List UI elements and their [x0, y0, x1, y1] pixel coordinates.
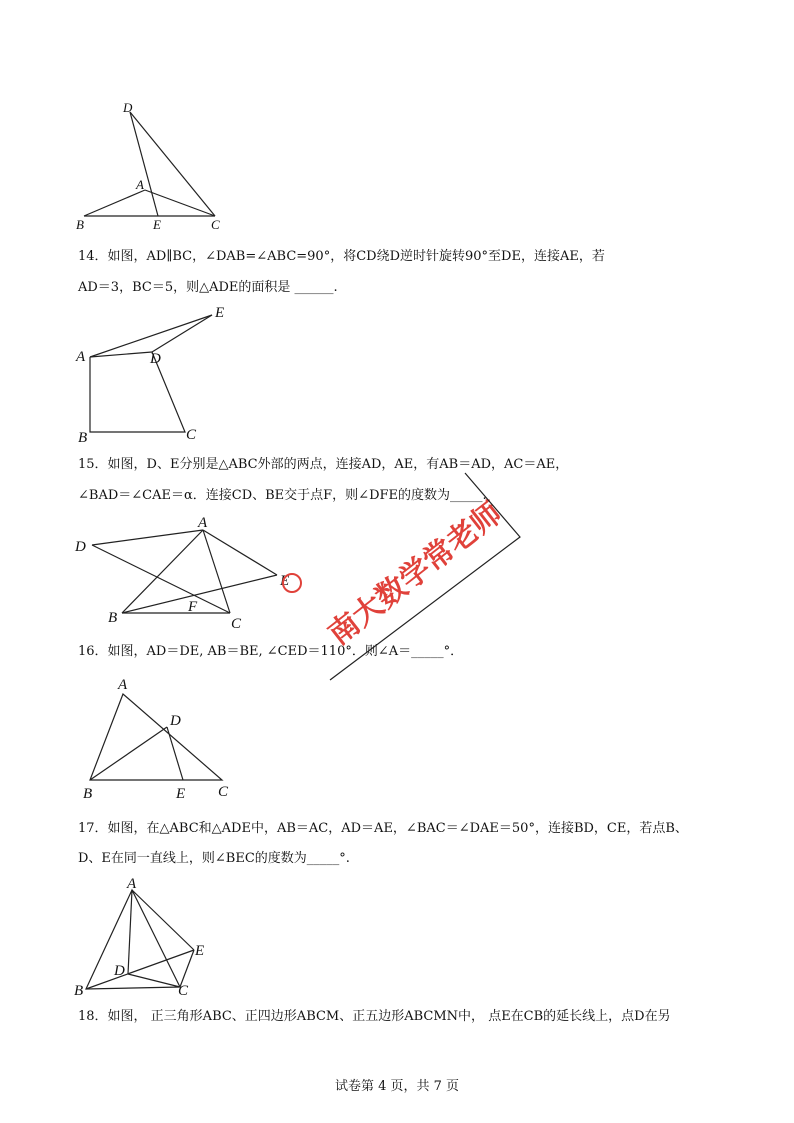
label-D: D	[75, 539, 86, 555]
figure-q13	[70, 98, 240, 238]
watermark-ring-icon	[283, 574, 301, 592]
label-E: E	[280, 573, 290, 589]
label-C: C	[231, 616, 242, 632]
figure-q17	[70, 874, 220, 999]
label-B: B	[78, 430, 88, 446]
label-A: A	[198, 515, 208, 531]
label-D: D	[123, 100, 133, 115]
figure-q15	[70, 510, 300, 635]
label-B: B	[83, 786, 93, 802]
watermark-text: 南大数学常老师	[321, 495, 509, 653]
question-16-line-1: 16．如图，AD＝DE, AB＝BE, ∠CED＝110°．则∠A＝_____°．	[78, 644, 464, 659]
label-D: D	[170, 713, 181, 729]
label-C: C	[186, 427, 197, 443]
label-B: B	[76, 217, 84, 232]
label-A: A	[118, 677, 128, 693]
label-C: C	[178, 983, 189, 999]
watermark	[270, 455, 550, 695]
figure-q16	[70, 672, 250, 807]
question-15-line-2: ∠BAD＝∠CAE＝α．连接CD、BE交于点F，则∠DFE的度数为_____.	[78, 488, 487, 503]
label-D: D	[114, 963, 125, 979]
label-D: D	[150, 351, 161, 367]
question-18-line-1: 18．如图， 正三角形ABC、正四边形ABCM、正五边形ABCMN中， 点E在CB的延长线上，点D在另	[78, 1009, 671, 1024]
question-14-line-2: AD＝3，BC＝5，则△ADE的面积是 ______.	[78, 280, 338, 295]
question-14-line-1: 14．如图，AD∥BC，∠DAB=∠ABC=90°，将CD绕D逆时针旋转90°至DE，连接AE，若	[78, 249, 605, 264]
question-17-line-1: 17．如图，在△ABC和△ADE中，AB＝AC，AD＝AE，∠BAC＝∠DAE＝50°，连接BD，CE，若点B、	[78, 821, 688, 836]
label-A: A	[127, 876, 137, 892]
label-B: B	[108, 610, 118, 626]
label-C: C	[218, 784, 229, 800]
label-E: E	[153, 217, 161, 232]
label-A: A	[136, 177, 144, 192]
question-15-line-1: 15．如图，D、E分别是△ABC外部的两点，连接AD，AE，有AB＝AD，AC＝AE，	[78, 457, 569, 472]
label-B: B	[74, 983, 84, 999]
label-E: E	[195, 943, 205, 959]
figure-q14	[70, 302, 240, 447]
label-E: E	[176, 786, 186, 802]
label-F: F	[188, 599, 198, 615]
label-C: C	[211, 217, 220, 232]
label-A: A	[76, 349, 86, 365]
page-footer: 试卷第 4 页，共 7 页	[334, 1079, 460, 1094]
question-17-line-2: D、E在同一直线上，则∠BEC的度数为_____°.	[78, 851, 350, 866]
label-E: E	[215, 305, 225, 321]
